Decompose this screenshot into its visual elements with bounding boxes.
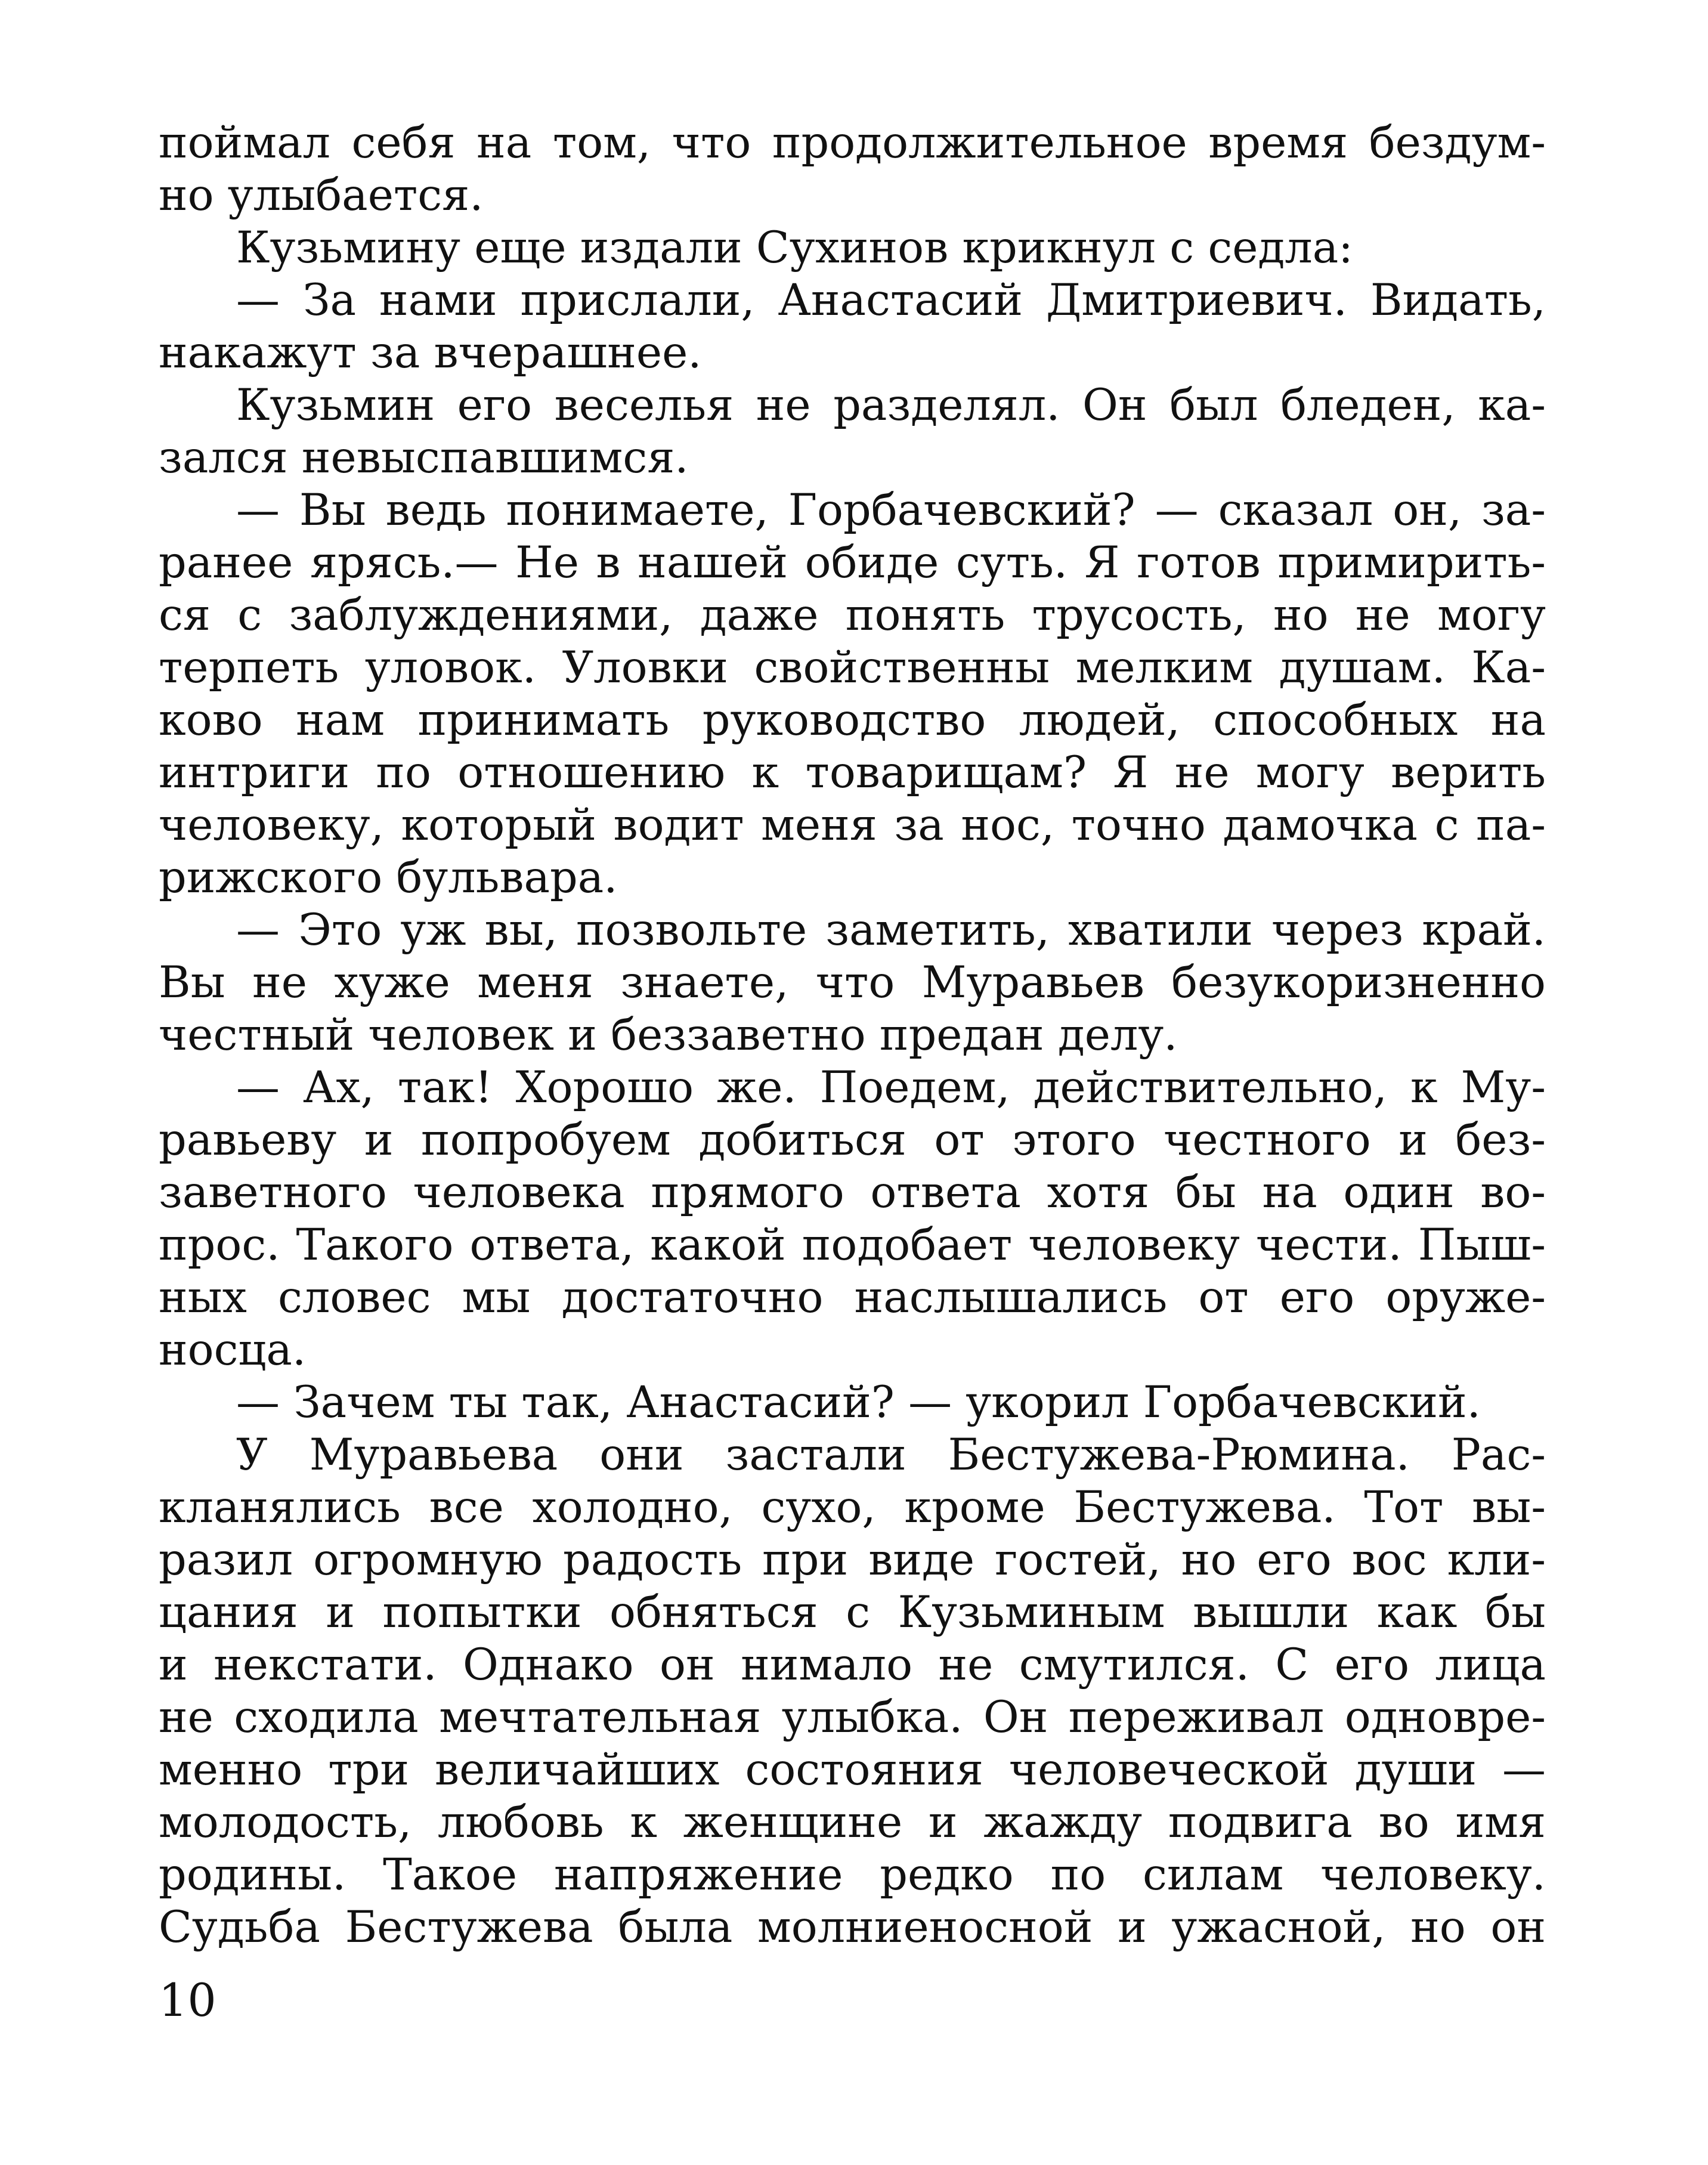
text-line: — Зачем ты так, Анастасий? — укорил Горбачевский. xyxy=(236,1377,1481,1428)
text-line: — Это уж вы, позвольте заметить, хватили через край. xyxy=(236,905,1546,955)
text-line: У Муравьева они застали Бестужева-Рюмина. Рас- xyxy=(236,1430,1546,1480)
text-line: Судьба Бестужева была молниеносной и ужасной, но он xyxy=(159,1902,1546,1953)
text-line: интриги по отношению к товарищам? Я не могу верить xyxy=(159,747,1546,798)
text-line: кланялись все холодно, сухо, кроме Бестужева. Тот вы- xyxy=(159,1482,1546,1533)
text-line: менно три величайших состояния человеческой души — xyxy=(159,1745,1546,1795)
text-line: ных словес мы достаточно наслышались от его оруже- xyxy=(159,1272,1546,1323)
text-line: честный человек и беззаветно предан делу. xyxy=(159,1010,1178,1060)
text-line: ково нам принимать руководство людей, способных на xyxy=(159,695,1546,746)
text-line: ся с заблуждениями, даже понять трусость, но не могу xyxy=(159,590,1546,641)
text-line: Кузьмин его веселья не разделял. Он был бледен, ка- xyxy=(236,380,1546,431)
text-line: цания и попытки обняться с Кузьминым вышли как бы xyxy=(159,1587,1546,1638)
text-line: — За нами прислали, Анастасий Дмитриевич. Видать, xyxy=(236,275,1546,326)
text-line: носца. xyxy=(159,1325,307,1375)
body-text xyxy=(159,117,1546,1954)
text-line: не сходила мечтательная улыбка. Он переживал одновре- xyxy=(159,1692,1546,1743)
text-line: разил огромную радость при виде гостей, но его вос кли- xyxy=(159,1535,1546,1585)
text-line: заветного человека прямого ответа хотя бы на один во- xyxy=(159,1167,1546,1218)
text-line: Кузьмину еще издали Сухинов крикнул с седла: xyxy=(236,222,1353,273)
text-line: зался невыспавшимся. xyxy=(159,432,689,483)
text-line: терпеть уловок. Уловки свойственны мелким душам. Ка- xyxy=(159,642,1546,693)
text-line: поймал себя на том, что продолжительное время бездум- xyxy=(159,117,1546,168)
text-line: равьеву и попробуем добиться от этого честного и без- xyxy=(159,1115,1546,1165)
page-number: 10 xyxy=(159,1974,216,2027)
text-line: ранее ярясь.— Не в нашей обиде суть. Я готов примирить- xyxy=(159,537,1546,588)
text-line: родины. Такое напряжение редко по силам человеку. xyxy=(159,1849,1546,1900)
text-line: но улыбается. xyxy=(159,170,484,221)
text-line: человеку, который водит меня за нос, точно дамочка с па- xyxy=(159,800,1546,850)
text-line: и некстати. Однако он нимало не смутился. С его лица xyxy=(159,1640,1546,1690)
text-line: — Вы ведь понимаете, Горбачевский? — сказал он, за- xyxy=(236,485,1546,536)
text-line: — Ах, так! Хорошо же. Поедем, действительно, к Му- xyxy=(236,1062,1546,1113)
text-line: прос. Такого ответа, какой подобает человеку чести. Пыш- xyxy=(159,1220,1546,1270)
text-line: Вы не хуже меня знаете, что Муравьев безукоризненно xyxy=(159,957,1546,1008)
text-line: молодость, любовь к женщине и жажду подвига во имя xyxy=(159,1797,1546,1848)
text-line: рижского бульвара. xyxy=(159,852,618,903)
text-line: накажут за вчерашнее. xyxy=(159,327,702,378)
